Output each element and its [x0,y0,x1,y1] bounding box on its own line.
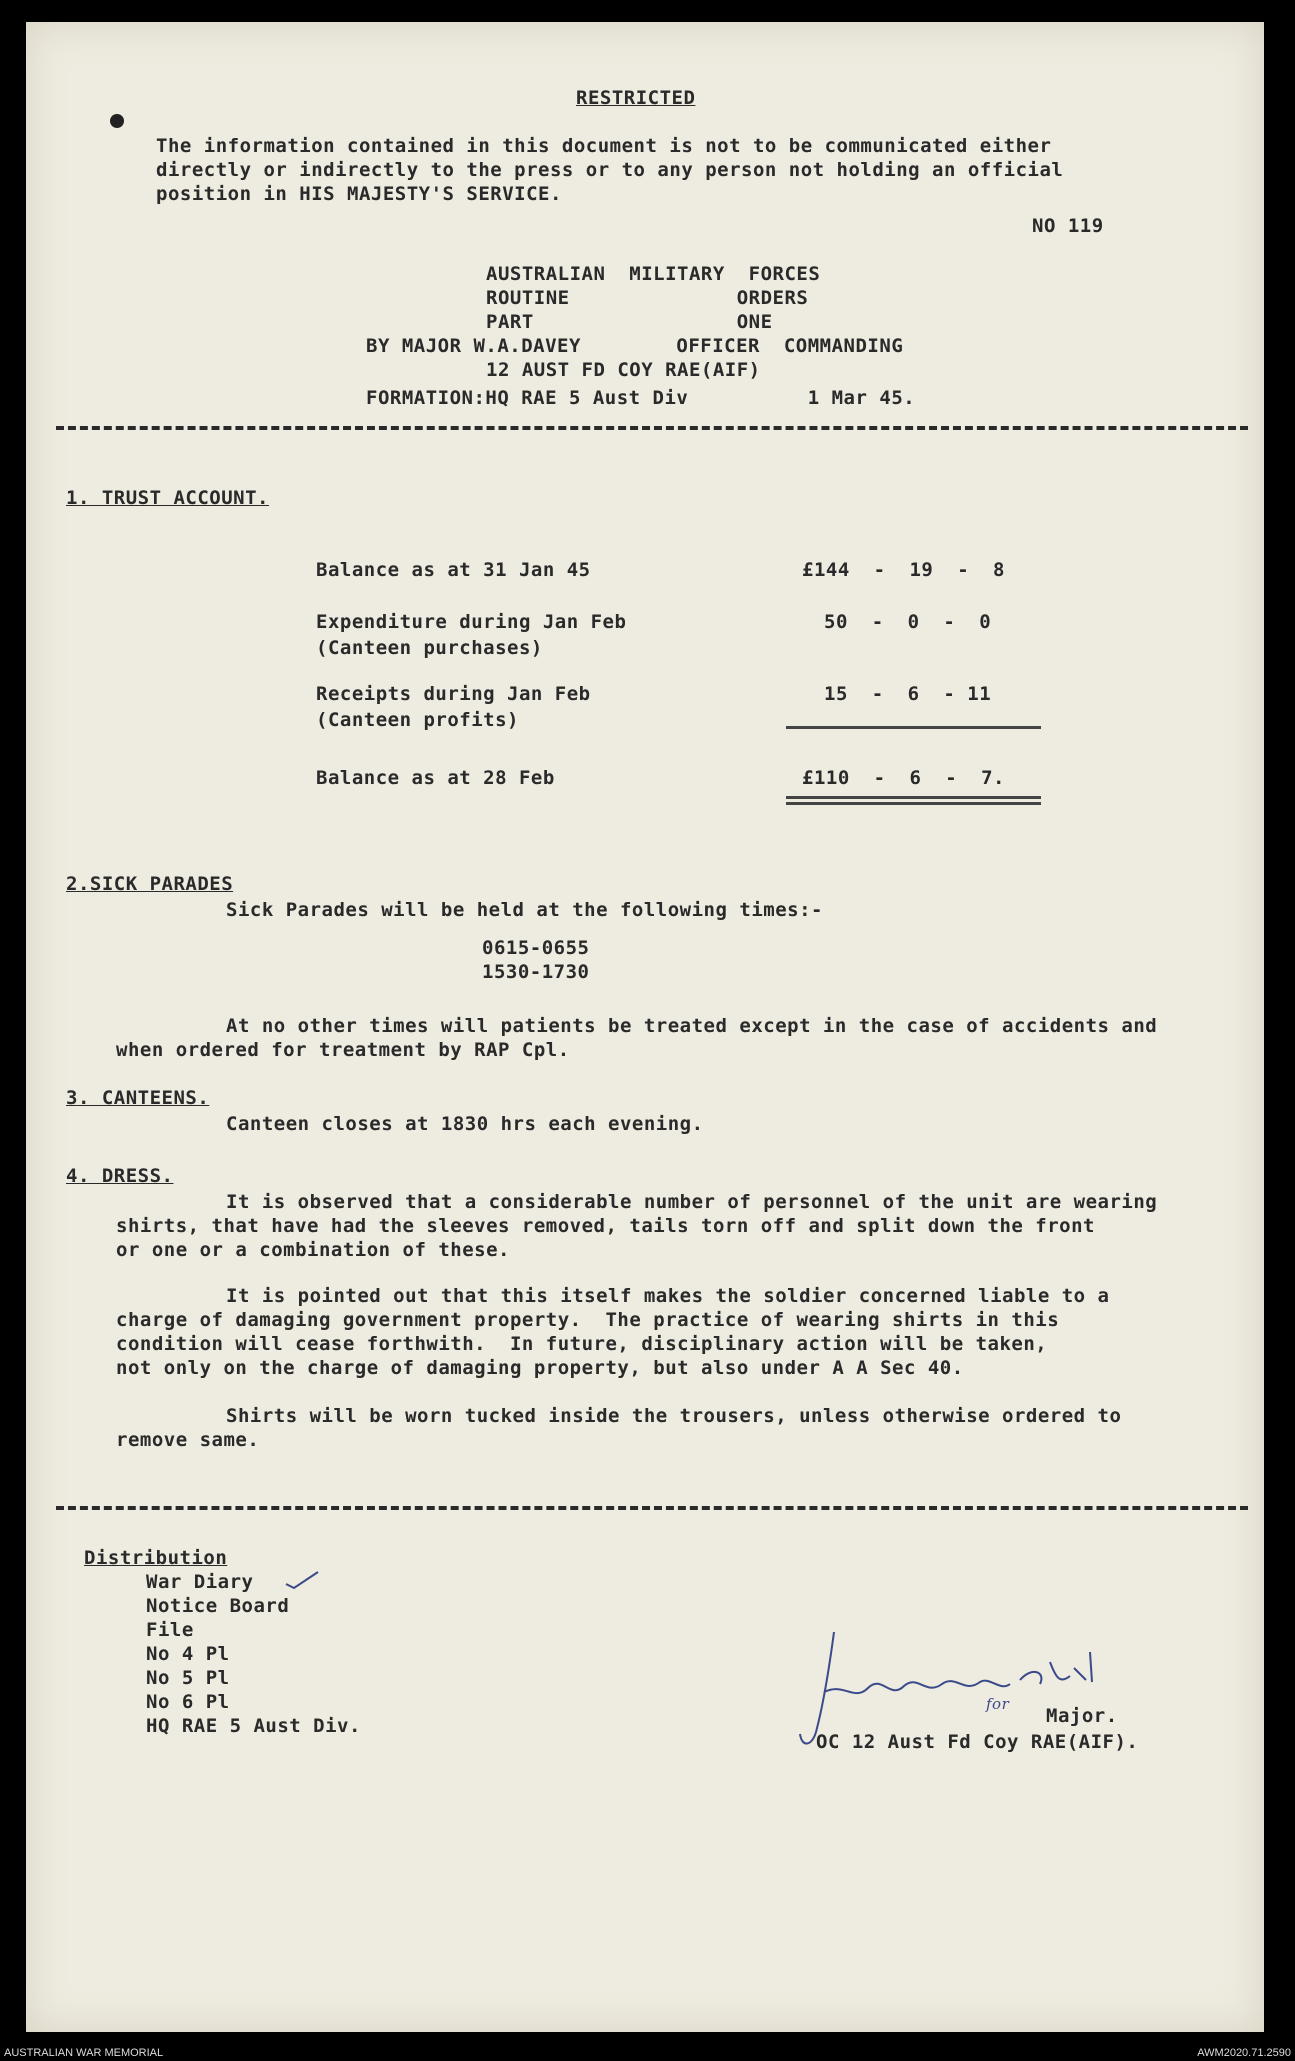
title-line-2: ROUTINE ORDERS [486,287,809,309]
trust-row-2-amount: 50 - 0 - 0 [824,611,992,633]
trust-row-3-label: Receipts during Jan Feb [316,683,591,705]
trust-heading: 1. TRUST ACCOUNT. [66,487,269,509]
trust-row-1-amount: £144 - 19 - 8 [802,559,1005,581]
separator-top [56,426,1248,430]
title-line-3: PART ONE [486,311,773,333]
trust-row-3-sub: (Canteen profits) [316,709,519,731]
sick-time-1: 0615-0655 [482,937,590,959]
dress-p1-3: or one or a combination of these. [116,1239,510,1261]
trust-row-1-label: Balance as at 31 Jan 45 [316,559,591,581]
distribution-item: No 4 Pl [146,1643,230,1665]
distribution-item: No 6 Pl [146,1691,230,1713]
signature-for: for [986,1695,1010,1713]
sum-rule [786,726,1041,729]
dress-p3-1: Shirts will be worn tucked inside the trousers, unless otherwise ordered to [226,1405,1122,1427]
trust-row-4-amount: £110 - 6 - 7. [802,767,1005,789]
canteens-text: Canteen closes at 1830 hrs each evening. [226,1113,704,1135]
dress-p1-1: It is observed that a considerable number of personnel of the unit are wearing [226,1191,1158,1213]
signature-line: OC 12 Aust Fd Coy RAE(AIF). [816,1731,1139,1753]
restricted-label: RESTRICTED [576,87,696,109]
distribution-item: No 5 Pl [146,1667,230,1689]
separator-bottom [56,1506,1248,1510]
total-rule-1 [786,796,1041,799]
punch-hole [110,114,124,128]
dress-p2-2: charge of damaging government property. The practice of wearing shirts in this [116,1309,1060,1331]
dress-p2-3: condition will cease forthwith. In future, disciplinary action will be taken, [116,1333,1048,1355]
dress-p2-4: not only on the charge of damaging property, but also under A A Sec 40. [116,1357,964,1379]
document-page [26,22,1264,2032]
footer-right: AWM2020.71.2590 [1197,2047,1291,2059]
dress-p1-2: shirts, that have had the sleeves removed, tails torn off and split down the front [116,1215,1095,1237]
canteens-heading: 3. CANTEENS. [66,1087,210,1109]
sick-para-1: At no other times will patients be treated except in the case of accidents and [226,1015,1158,1037]
trust-row-3-amount: 15 - 6 - 11 [824,683,992,705]
notice-line-2: directly or indirectly to the press or to any person not holding an official [156,159,1064,181]
order-number: NO 119 [1032,215,1104,237]
title-line-4: BY MAJOR W.A.DAVEY OFFICER COMMANDING [366,335,904,357]
sick-para-2: when ordered for treatment by RAP Cpl. [116,1039,570,1061]
title-line-5: 12 AUST FD COY RAE(AIF) [486,359,761,381]
distribution-item: File [146,1619,194,1641]
dress-heading: 4. DRESS. [66,1165,174,1187]
title-line-1: AUSTRALIAN MILITARY FORCES [486,263,821,285]
trust-row-4-label: Balance as at 28 Feb [316,767,555,789]
sick-heading: 2.SICK PARADES [66,873,234,895]
distribution-item: War Diary [146,1571,254,1593]
sick-intro: Sick Parades will be held at the following times:- [226,899,823,921]
notice-line-1: The information contained in this document is not to be communicated either [156,135,1052,157]
dress-p2-1: It is pointed out that this itself makes the soldier concerned liable to a [226,1285,1110,1307]
distribution-item: HQ RAE 5 Aust Div. [146,1715,361,1737]
footer-left: AUSTRALIAN WAR MEMORIAL [4,2047,164,2059]
distribution-heading: Distribution [84,1547,228,1569]
trust-row-2-label: Expenditure during Jan Feb [316,611,627,633]
tick-mark-icon [284,1570,320,1590]
dress-p3-2: remove same. [116,1429,260,1451]
signature-rank: Major. [1046,1705,1118,1727]
distribution-item: Notice Board [146,1595,290,1617]
title-line-6: FORMATION:HQ RAE 5 Aust Div 1 Mar 45. [366,387,916,409]
trust-row-2-sub: (Canteen purchases) [316,637,543,659]
notice-line-3: position in HIS MAJESTY'S SERVICE. [156,183,562,205]
total-rule-2 [786,802,1041,805]
sick-time-2: 1530-1730 [482,961,590,983]
